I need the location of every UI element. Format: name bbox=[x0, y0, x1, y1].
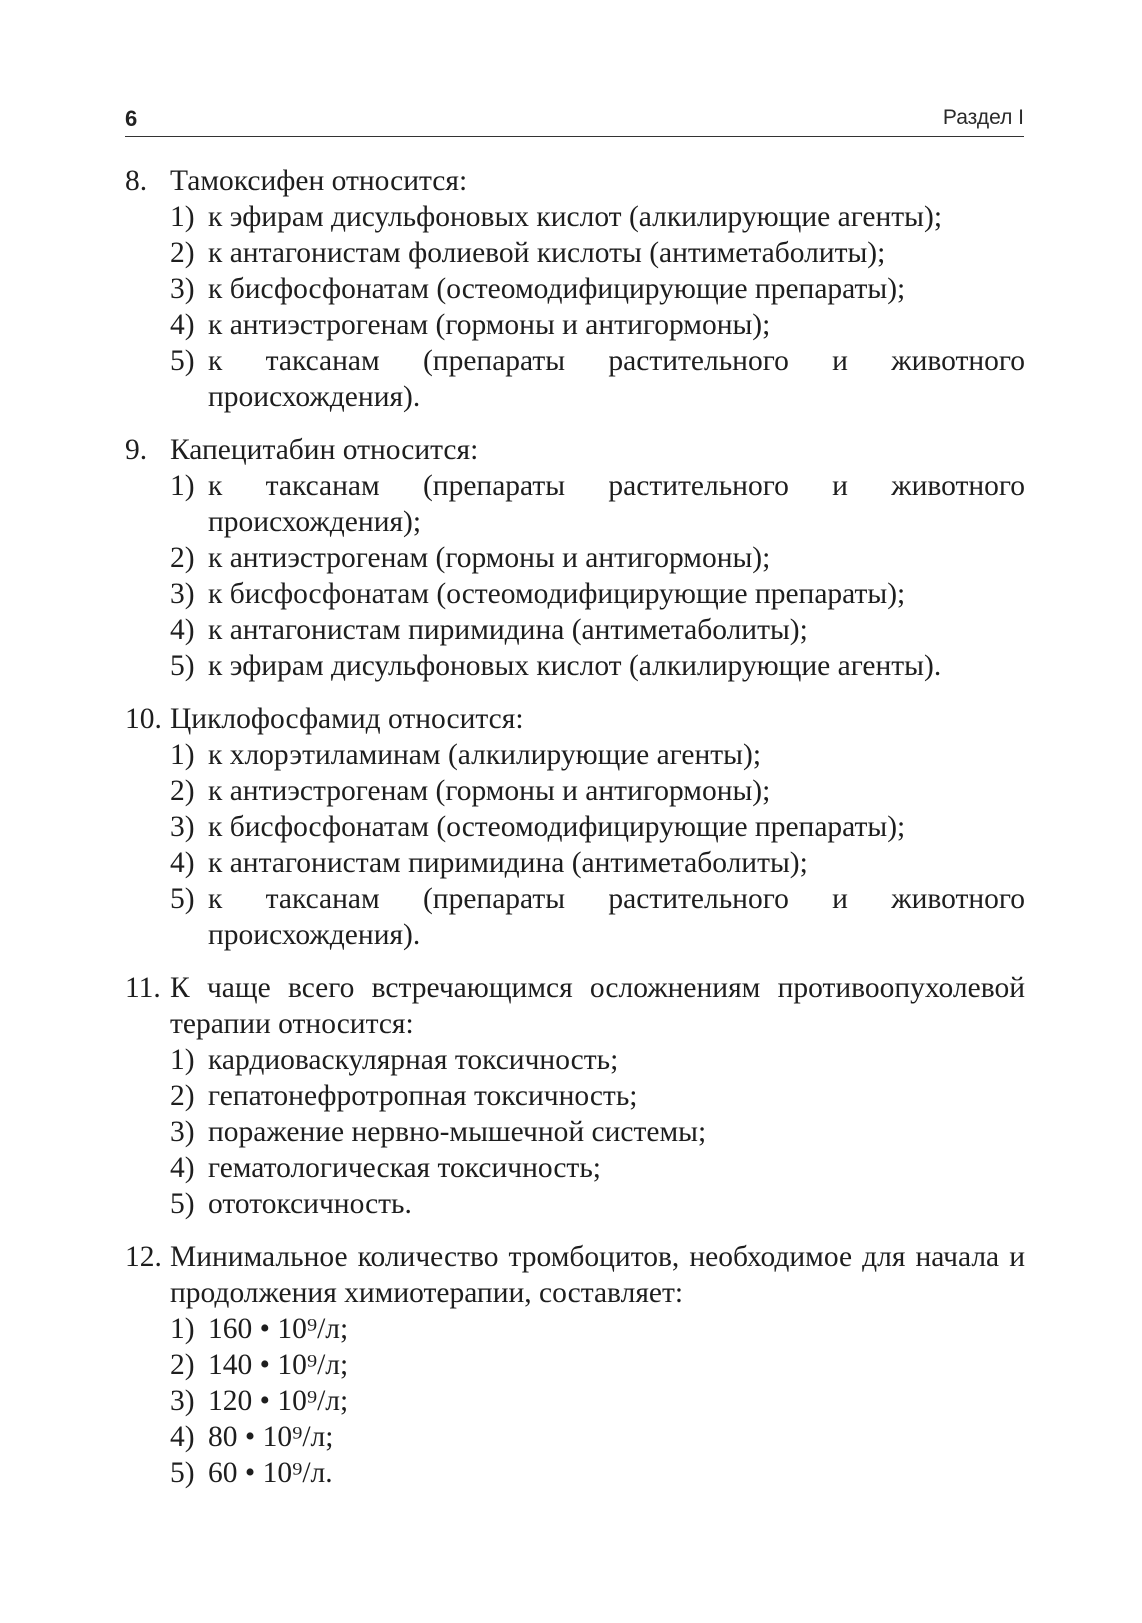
answer-option bbox=[170, 1419, 1025, 1455]
answer-option bbox=[170, 1078, 1025, 1114]
answer-option bbox=[170, 1383, 1025, 1419]
answer-option bbox=[170, 307, 1025, 343]
option-text: к бисфосфонатам (остеомодифицирующие препараты); bbox=[208, 811, 906, 843]
option-number: 4) bbox=[170, 1421, 195, 1453]
answer-option bbox=[170, 845, 1025, 881]
option-text: к бисфосфонатам (остеомодифицирующие препараты); bbox=[208, 578, 906, 610]
option-number: 3) bbox=[170, 1116, 195, 1148]
answer-option bbox=[170, 1150, 1025, 1186]
option-number: 3) bbox=[170, 273, 195, 305]
answer-option bbox=[170, 1455, 1025, 1491]
option-number: 1) bbox=[170, 470, 195, 502]
option-text: к антиэстрогенам (гормоны и антигормоны); bbox=[208, 309, 771, 341]
option-number: 1) bbox=[170, 739, 195, 771]
option-number: 5) bbox=[170, 1188, 195, 1220]
answer-option bbox=[170, 199, 1025, 235]
question-10 bbox=[125, 701, 1025, 953]
option-number: 1) bbox=[170, 201, 195, 233]
option-number: 4) bbox=[170, 1152, 195, 1184]
option-text: к антагонистам пиримидина (антиметаболиты); bbox=[208, 614, 808, 646]
option-text: гепатонефротропная токсичность; bbox=[208, 1080, 638, 1112]
answer-option bbox=[170, 737, 1025, 773]
question-9 bbox=[125, 432, 1025, 684]
option-number: 5) bbox=[170, 650, 195, 682]
answer-option bbox=[170, 1186, 1025, 1222]
option-number: 2) bbox=[170, 542, 195, 574]
question-text: К чаще всего встречающимся осложнениям противоопухолевой терапии относится: bbox=[170, 972, 1025, 1040]
answer-option bbox=[170, 1311, 1025, 1347]
question-text: Тамоксифен относится: bbox=[170, 165, 468, 197]
option-text: кардиоваскулярная токсичность; bbox=[208, 1044, 619, 1076]
answer-option bbox=[170, 809, 1025, 845]
question-text: Минимальное количество тромбоцитов, необходимое для начала и продолжения химиотерапии, составляет: bbox=[170, 1241, 1025, 1309]
answer-option bbox=[170, 576, 1025, 612]
option-text: поражение нервно-мышечной системы; bbox=[208, 1116, 707, 1148]
answer-option bbox=[170, 540, 1025, 576]
option-number: 3) bbox=[170, 1385, 195, 1417]
option-text: к бисфосфонатам (остеомодифицирующие препараты); bbox=[208, 273, 906, 305]
question-number: 8. bbox=[125, 165, 148, 197]
option-text: к эфирам дисульфоновых кислот (алкилирующие агенты). bbox=[208, 650, 942, 682]
option-text: 80 • 10⁹/л; bbox=[208, 1421, 334, 1453]
question-12 bbox=[125, 1239, 1025, 1491]
question-number: 10. bbox=[125, 703, 162, 735]
running-header bbox=[125, 104, 1024, 137]
answer-option bbox=[170, 648, 1025, 684]
answer-option bbox=[170, 612, 1025, 648]
option-text: к антагонистам фолиевой кислоты (антиметаболиты); bbox=[208, 237, 886, 269]
option-text: 140 • 10⁹/л; bbox=[208, 1349, 349, 1381]
question-number: 11. bbox=[125, 972, 161, 1004]
option-number: 1) bbox=[170, 1313, 195, 1345]
option-number: 3) bbox=[170, 811, 195, 843]
option-text: к хлорэтиламинам (алкилирующие агенты); bbox=[208, 739, 762, 771]
option-number: 5) bbox=[170, 883, 195, 915]
answer-option bbox=[170, 881, 1025, 953]
option-text: гематологическая токсичность; bbox=[208, 1152, 601, 1184]
option-number: 2) bbox=[170, 237, 195, 269]
option-number: 2) bbox=[170, 1080, 195, 1112]
option-text: к антиэстрогенам (гормоны и антигормоны); bbox=[208, 775, 771, 807]
option-number: 1) bbox=[170, 1044, 195, 1076]
answer-option bbox=[170, 271, 1025, 307]
section-label: Раздел I bbox=[942, 106, 1024, 129]
question-list bbox=[125, 163, 1025, 1508]
answer-option bbox=[170, 235, 1025, 271]
option-number: 5) bbox=[170, 1457, 195, 1489]
question-11 bbox=[125, 970, 1025, 1222]
answer-option bbox=[170, 1114, 1025, 1150]
option-text: к таксанам (препараты растительного и животного происхождения). bbox=[208, 345, 1025, 413]
question-text: Капецитабин относится: bbox=[170, 434, 479, 466]
page-number: 6 bbox=[125, 106, 138, 131]
question-8 bbox=[125, 163, 1025, 415]
answer-option bbox=[170, 1042, 1025, 1078]
answer-option bbox=[170, 468, 1025, 540]
option-text: ототоксичность. bbox=[208, 1188, 412, 1220]
option-number: 5) bbox=[170, 345, 195, 377]
question-text: Циклофосфамид относится: bbox=[170, 703, 524, 735]
option-number: 4) bbox=[170, 309, 195, 341]
option-text: к таксанам (препараты растительного и животного происхождения); bbox=[208, 470, 1025, 538]
option-number: 2) bbox=[170, 775, 195, 807]
answer-option bbox=[170, 1347, 1025, 1383]
option-text: к таксанам (препараты растительного и животного происхождения). bbox=[208, 883, 1025, 951]
option-text: к антиэстрогенам (гормоны и антигормоны); bbox=[208, 542, 771, 574]
option-text: к антагонистам пиримидина (антиметаболиты); bbox=[208, 847, 808, 879]
question-number: 12. bbox=[125, 1241, 162, 1273]
option-number: 4) bbox=[170, 614, 195, 646]
option-number: 2) bbox=[170, 1349, 195, 1381]
option-text: 120 • 10⁹/л; bbox=[208, 1385, 349, 1417]
option-number: 3) bbox=[170, 578, 195, 610]
answer-option bbox=[170, 343, 1025, 415]
option-number: 4) bbox=[170, 847, 195, 879]
answer-option bbox=[170, 773, 1025, 809]
option-text: 60 • 10⁹/л. bbox=[208, 1457, 333, 1489]
option-text: к эфирам дисульфоновых кислот (алкилирующие агенты); bbox=[208, 201, 943, 233]
question-number: 9. bbox=[125, 434, 148, 466]
option-text: 160 • 10⁹/л; bbox=[208, 1313, 349, 1345]
